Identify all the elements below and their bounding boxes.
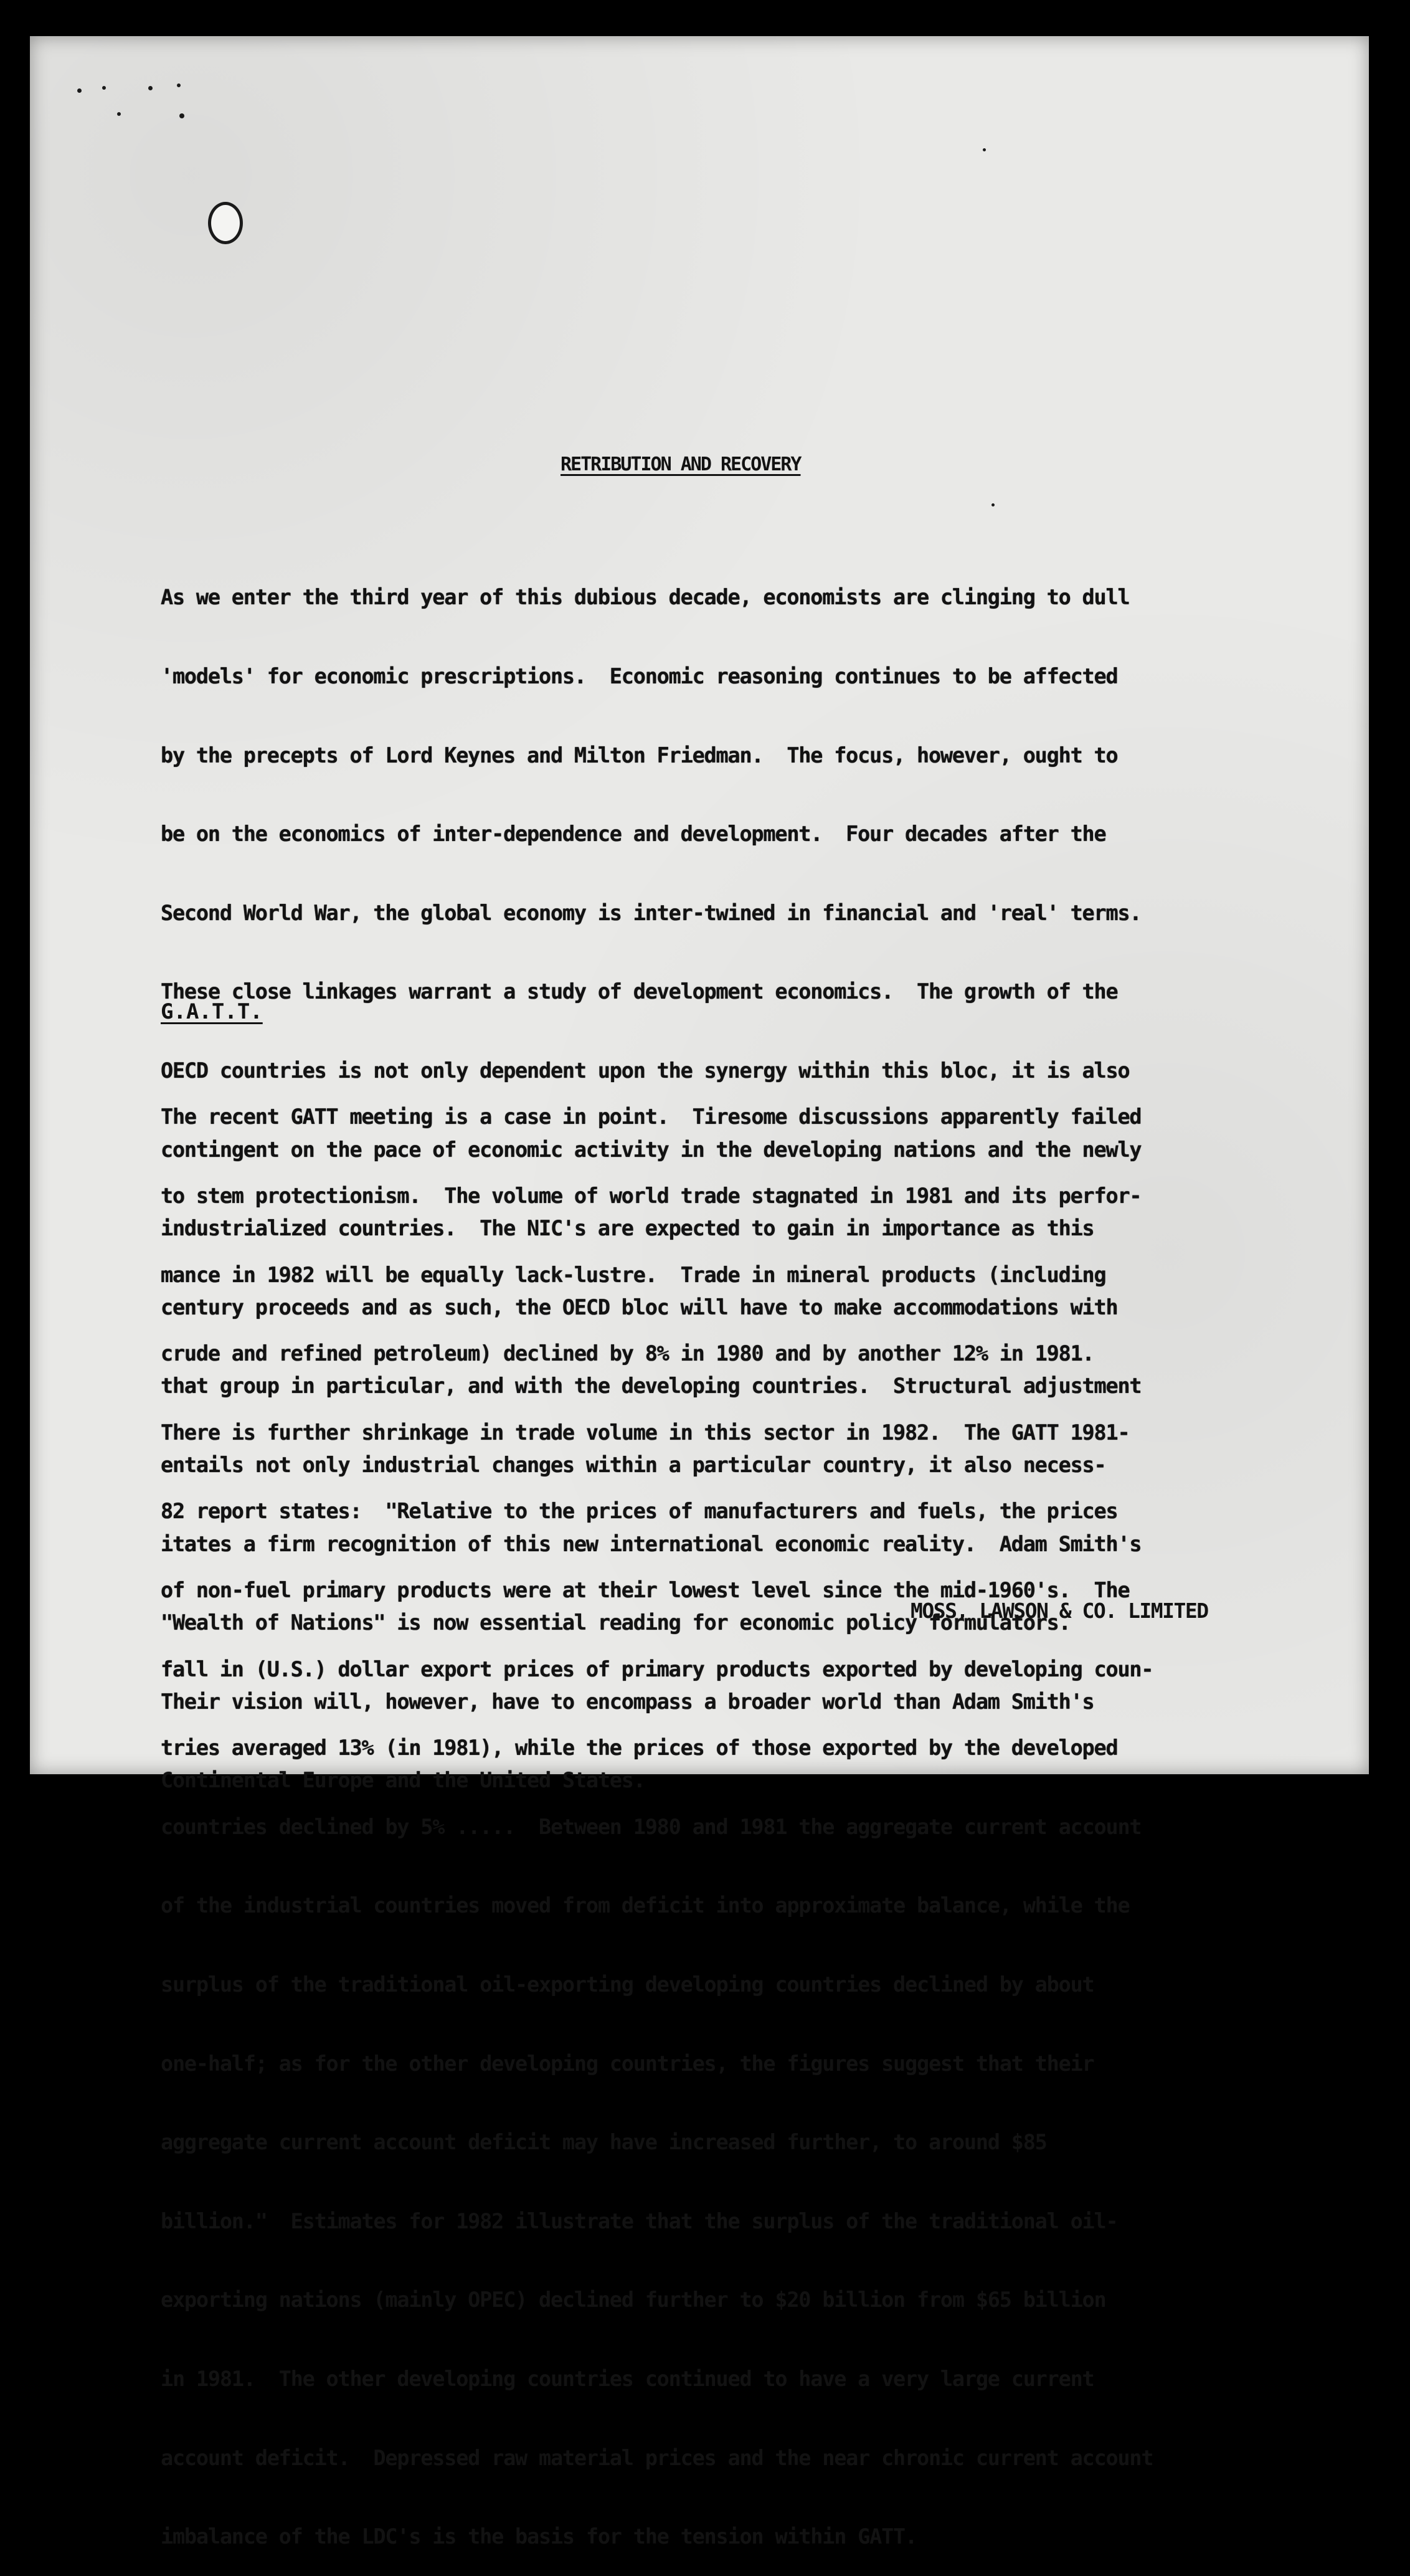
text-line: century proceeds and as such, the OECD bloc will have to make accommodations with	[161, 1295, 1118, 1319]
text-line: aggregate current account deficit may have increased further, to around $85	[161, 2130, 1047, 2155]
text-line: that group in particular, and with the developing countries. Structural adjustment	[161, 1374, 1142, 1399]
ink-speck	[148, 86, 153, 90]
text-line: As we enter the third year of this dubious decade, economists are clinging to dull	[161, 585, 1130, 610]
ink-speck	[177, 83, 181, 87]
text-line: one-half; as for the other developing countries, the figures suggest that their	[161, 2051, 1094, 2076]
ink-speck	[117, 112, 121, 116]
text-line: imbalance of the LDC's is the basis for the tension within GATT.	[161, 2524, 917, 2549]
ink-speck	[991, 503, 995, 506]
text-line: of the industrial countries moved from deficit into approximate balance, while the	[161, 1893, 1130, 1918]
text-line: in 1981. The other developing countries continued to have a very large current	[161, 2366, 1094, 2391]
text-line: "Wealth of Nations" is now essential reading for economic policy formulators.	[161, 1610, 1071, 1635]
text-line: account deficit. Depressed raw material prices and the near chronic current account	[161, 2445, 1153, 2470]
text-line: OECD countries is not only dependent upon the synergy within this bloc, it is also	[161, 1058, 1130, 1083]
text-line: 'models' for economic prescriptions. Economic reasoning continues to be affected	[161, 664, 1118, 688]
text-line: There is further shrinkage in trade volume in this sector in 1982. The GATT 1981-	[161, 1420, 1130, 1445]
text-line: of non-fuel primary products were at their lowest level since the mid-1960's. The	[161, 1577, 1130, 1602]
text-line: fall in (U.S.) dollar export prices of primary products exported by developing coun-	[161, 1656, 1153, 1681]
text-line: tries averaged 13% (in 1981), while the prices of those exported by the developed	[161, 1736, 1118, 1761]
text-line: surplus of the traditional oil-exporting developing countries declined by about	[161, 1972, 1094, 1997]
text-line: crude and refined petroleum) declined by 8% in 1980 and by another 12% in 1981.	[161, 1341, 1094, 1366]
text-line: mance in 1982 will be equally lack-lustre. Trade in mineral products (including	[161, 1262, 1106, 1287]
text-line: The recent GATT meeting is a case in point. Tiresome discussions apparently failed	[161, 1105, 1142, 1129]
gatt-paragraph	[161, 1052, 1257, 2576]
text-line: entails not only industrial changes within a particular country, it also necess-	[161, 1452, 1106, 1477]
company-signature: MOSS, LAWSON & CO. LIMITED	[911, 1599, 1208, 1623]
text-line: by the precepts of Lord Keynes and Milton Friedman. The focus, however, ought to	[161, 743, 1118, 768]
text-line: itates a firm recognition of this new international economic reality. Adam Smith's	[161, 1531, 1142, 1556]
punch-hole	[208, 202, 243, 244]
text-line: to stem protectionism. The volume of world trade stagnated in 1981 and its perfor-	[161, 1184, 1142, 1208]
text-line: 82 report states: "Relative to the prices of manufacturers and fuels, the prices	[161, 1499, 1118, 1524]
text-line: Their vision will, however, have to encompass a broader world than Adam Smith's	[161, 1689, 1094, 1714]
ink-speck	[102, 86, 106, 90]
document-title: RETRIBUTION AND RECOVERY	[561, 454, 801, 475]
text-line: contingent on the pace of economic activity in the developing nations and the newly	[161, 1137, 1142, 1162]
ink-speck	[77, 88, 82, 93]
text-line: billion." Estimates for 1982 illustrate that the surplus of the traditional oil-	[161, 2208, 1118, 2233]
text-line: countries declined by 5% ..... Between 1980 and 1981 the aggregate current account	[161, 1814, 1142, 1839]
text-line: These close linkages warrant a study of development economics. The growth of the	[161, 979, 1118, 1004]
text-line: industrialized countries. The NIC's are expected to gain in importance as this	[161, 1216, 1094, 1241]
text-line: Second World War, the global economy is inter-twined in financial and 'real' terms.	[161, 900, 1142, 925]
text-line: be on the economics of inter-dependence and development. Four decades after the	[161, 822, 1106, 847]
ink-speck	[983, 148, 986, 151]
text-line: Continental Europe and the United States.	[161, 1768, 645, 1793]
ink-speck	[179, 113, 184, 118]
text-line: exporting nations (mainly OPEC) declined further to $20 billion from $65 billion	[161, 2288, 1106, 2312]
section-heading-gatt: G.A.T.T.	[161, 999, 263, 1024]
